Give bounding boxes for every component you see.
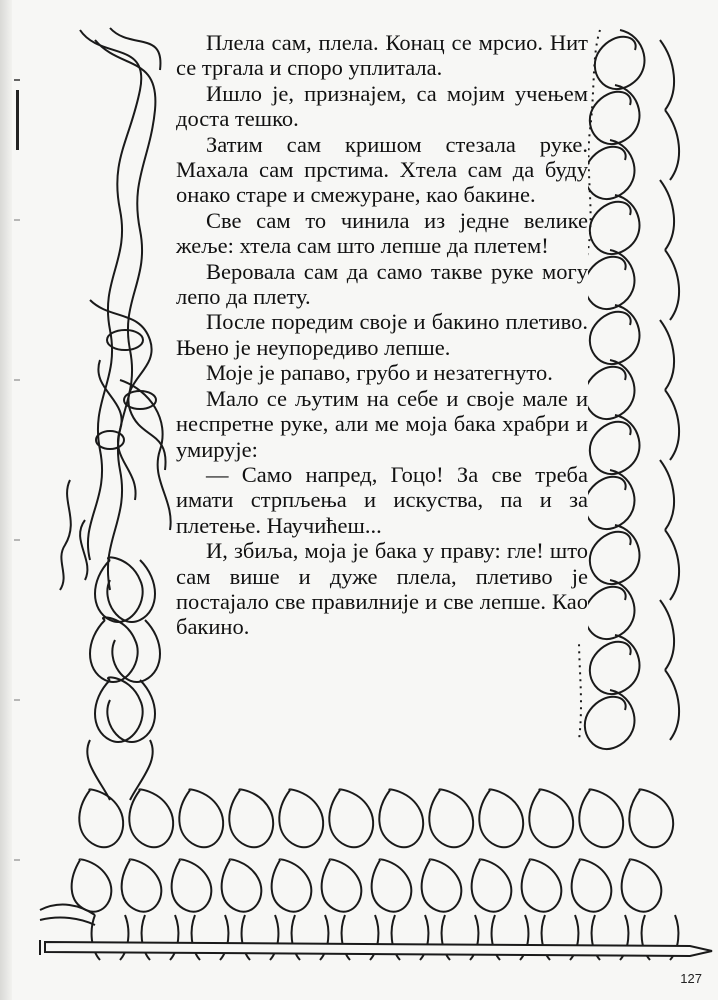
right-knit-column (579, 30, 679, 749)
paragraph: Мало се љутим на себе и своје мале и неспретне руке, али ме моја бака храбри и умирује: (176, 385, 588, 462)
knitted-fabric (40, 789, 678, 960)
paragraph: Моје је рапаво, грубо и незатегнуто. (206, 360, 553, 386)
left-knit-column (87, 557, 160, 800)
left-loose-yarn (60, 28, 171, 590)
paragraph: Затим сам кришом стезала руке. Махала сам прстима. Хтела сам да буду онако старе и смежуране, као бакине. (176, 131, 588, 208)
paragraph: После поредим своје и бакино плетиво. Њено је неупоредиво лепше. (176, 309, 588, 360)
paragraph: Плела сам, плела. Конац се мрсио. Нит се тргала и споро уплитала. (176, 30, 588, 81)
paragraph: Све сам то чинила из једне велике жеље: хтела сам што лепше да плетем! (176, 207, 588, 259)
paragraph: И, збиља, моја је бака у праву: гле! што сам више и дуже плела, плетиво је постајало све правилније и све лепше. Као бакино. (176, 538, 588, 640)
page-number: 127 (680, 971, 702, 986)
knitting-needle (40, 940, 712, 956)
paragraph: Веровала сам да само такве руке могу лепо да плету. (176, 258, 588, 310)
dialogue-paragraph: — Само напред, Гоцо! За све треба имати стрпљења и искуства, па и за плетење. Научићеш... (176, 461, 588, 538)
paragraph: Ишло је, признајем, са мојим учењем доста тешко. (176, 80, 588, 132)
story-text (176, 30, 588, 640)
